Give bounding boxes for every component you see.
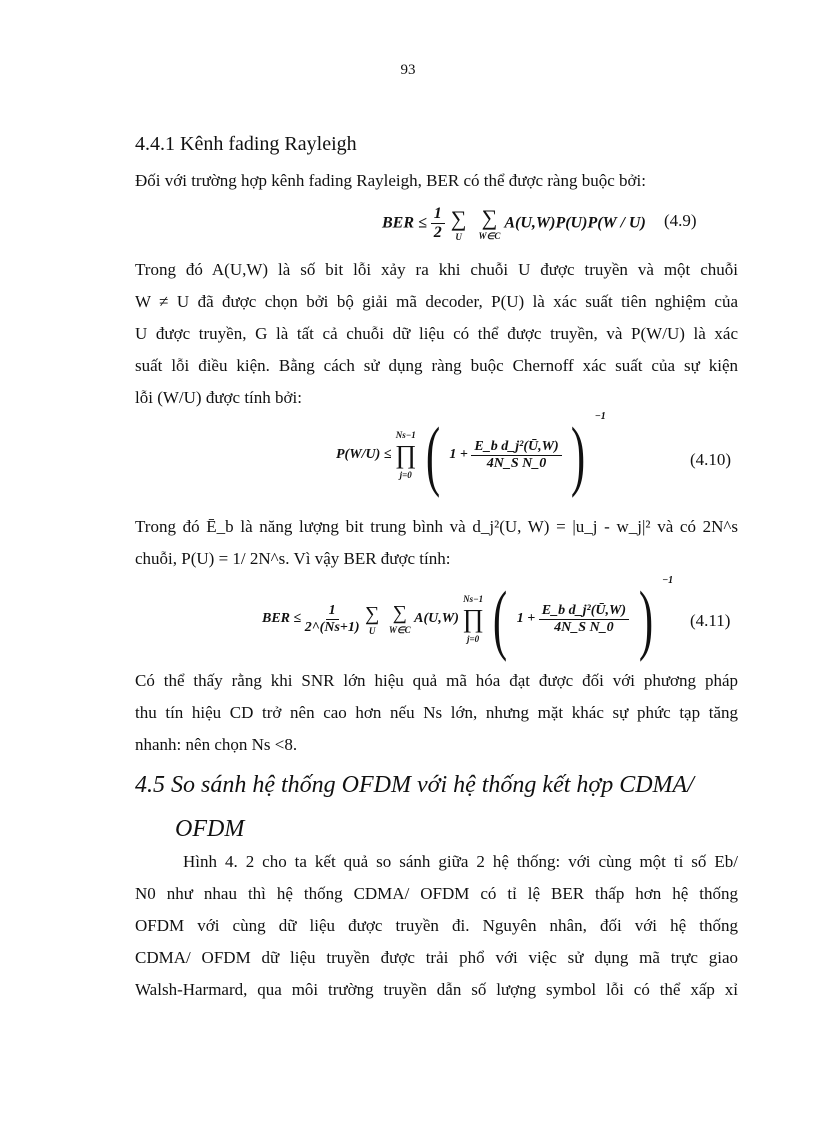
sum-operator <box>478 205 500 242</box>
exponent: −1 <box>662 574 674 586</box>
prod-bot: j=0 <box>467 634 480 644</box>
paragraph-energy <box>135 511 738 575</box>
eq-fraction <box>539 603 629 635</box>
paragraph-intro <box>135 165 738 197</box>
paragraph-snr <box>135 665 738 761</box>
paragraph-comparison <box>135 846 738 1006</box>
sum-symbol: ∑ <box>392 602 407 624</box>
eq-lhs: BER ≤ <box>262 611 302 626</box>
text-line: U được truyền, G là tất cả chuỗi dữ liệu có thể được truyền, và P(W/U) là xác <box>135 324 738 343</box>
text-line: nhanh: nên chọn Ns <8. <box>135 735 298 754</box>
equation-4-10 <box>336 410 606 498</box>
text-line: Đối với trường hợp kênh fading Rayleigh, BER có thể được ràng buộc bởi: <box>135 171 646 190</box>
right-paren: ) <box>571 411 586 498</box>
heading-line: 4.5 So sánh hệ thống OFDM với hệ thống kết hợp CDMA/ <box>135 772 694 798</box>
frac-num: 1 <box>431 205 445 224</box>
frac-num: E_b d_j²(Ū,W) <box>539 603 629 619</box>
eq-body: A(U,W) <box>414 611 459 626</box>
left-paren: ( <box>425 411 441 498</box>
eq-one: 1 + <box>449 447 468 462</box>
text-line: Trong đó Ē_b là năng lượng bit trung bình và d_j²(U, W) = |u_j - w_j|² và có 2N^s <box>135 517 738 536</box>
prod-top: Ns−1 <box>463 594 484 604</box>
sum-sub: W∈C <box>388 625 411 635</box>
section-heading-4-4-1: 4.4.1 Kênh fading Rayleigh <box>135 133 357 155</box>
frac-num: 1 <box>326 603 339 619</box>
sum-operator <box>365 603 379 636</box>
text-line: W ≠ U đã được chọn bởi bộ giải mã decoder, P(U) là xác suất tiên nghiệm của <box>135 292 738 311</box>
equation-number: (4.9) <box>664 211 697 230</box>
sum-sub: U <box>368 625 376 636</box>
text-line: Có thể thấy rằng khi SNR lớn hiệu quả mã hóa đạt được đối với phương pháp <box>135 671 738 690</box>
prod-top: Ns−1 <box>395 430 416 440</box>
eq-one: 1 + <box>516 611 536 626</box>
frac-den: 4N_S N_0 <box>486 455 547 471</box>
frac-den: 2^(Ns+1) <box>304 619 360 635</box>
sum-symbol: ∑ <box>365 602 380 625</box>
text-line: suất lỗi điều kiện. Bằng cách sử dụng ràng buộc Chernoff xác suất của sự kiện <box>135 356 738 375</box>
left-paren: ( <box>493 575 508 662</box>
text-line: CDMA/ OFDM dữ liệu truyền được trải phổ với việc sử dụng mã trực giao <box>135 948 738 967</box>
prod-bot: j=0 <box>399 470 412 480</box>
text-line: Trong đó A(U,W) là số bit lỗi xảy ra khi chuỗi U được truyền và một chuỗi <box>135 260 738 279</box>
text-line: OFDM với cùng dữ liệu được truyền đi. Nguyên nhân, đối với hệ thống <box>135 916 738 935</box>
equation-number: (4.11) <box>690 611 731 630</box>
eq-fraction <box>431 205 445 241</box>
text-line: chuỗi, P(U) = 1/ 2N^s. Vì vậy BER được tính: <box>135 549 451 568</box>
frac-num: E_b d_j²(Ū,W) <box>471 439 561 455</box>
paragraph-definitions <box>135 254 738 414</box>
product-operator <box>395 430 416 480</box>
exponent: −1 <box>594 410 606 422</box>
text-line: Hình 4. 2 cho ta kết quả so sánh giữa 2 hệ thống: với cùng một tỉ số Eb/ <box>183 852 738 871</box>
right-paren: ) <box>638 575 653 662</box>
eq-fraction <box>305 603 360 635</box>
eq-body: A(U,W)P(U)P(W / U) <box>504 214 646 232</box>
eq-fraction <box>471 439 561 471</box>
section-heading-4-5 <box>135 763 694 851</box>
page-number: 93 <box>400 62 416 78</box>
heading-line: OFDM <box>175 816 245 842</box>
equation-4-11 <box>262 574 674 662</box>
sum-operator <box>389 602 411 636</box>
text-line: N0 như nhau thì hệ thống CDMA/ OFDM có tỉ lệ BER thấp hơn hệ thống <box>135 884 738 903</box>
frac-den: 4N_S N_0 <box>554 619 614 635</box>
frac-den: 2 <box>433 224 442 241</box>
text-line: Walsh-Harmard, qua môi trường truyền dẫn số lượng symbol lỗi có thể xấp xỉ <box>135 980 738 999</box>
sum-symbol: ∑ <box>481 205 498 230</box>
sum-sub: U <box>455 231 462 242</box>
text-line: thu tín hiệu CD trở nên cao hơn nếu Ns lớn, nhưng mặt khác sự phức tạp tăng <box>135 703 738 722</box>
text-line: lỗi (W/U) được tính bởi: <box>135 388 302 407</box>
eq-lhs: P(W/U) ≤ <box>336 447 392 462</box>
product-symbol: ∏ <box>462 604 484 633</box>
product-symbol: ∏ <box>395 440 417 469</box>
product-operator <box>462 594 483 644</box>
equation-number: (4.10) <box>690 450 732 469</box>
eq-lhs: BER ≤ <box>382 214 427 232</box>
sum-symbol: ∑ <box>450 205 467 231</box>
equation-4-9 <box>382 205 646 245</box>
sum-sub: W∈C <box>478 231 501 241</box>
sum-operator <box>451 206 467 242</box>
